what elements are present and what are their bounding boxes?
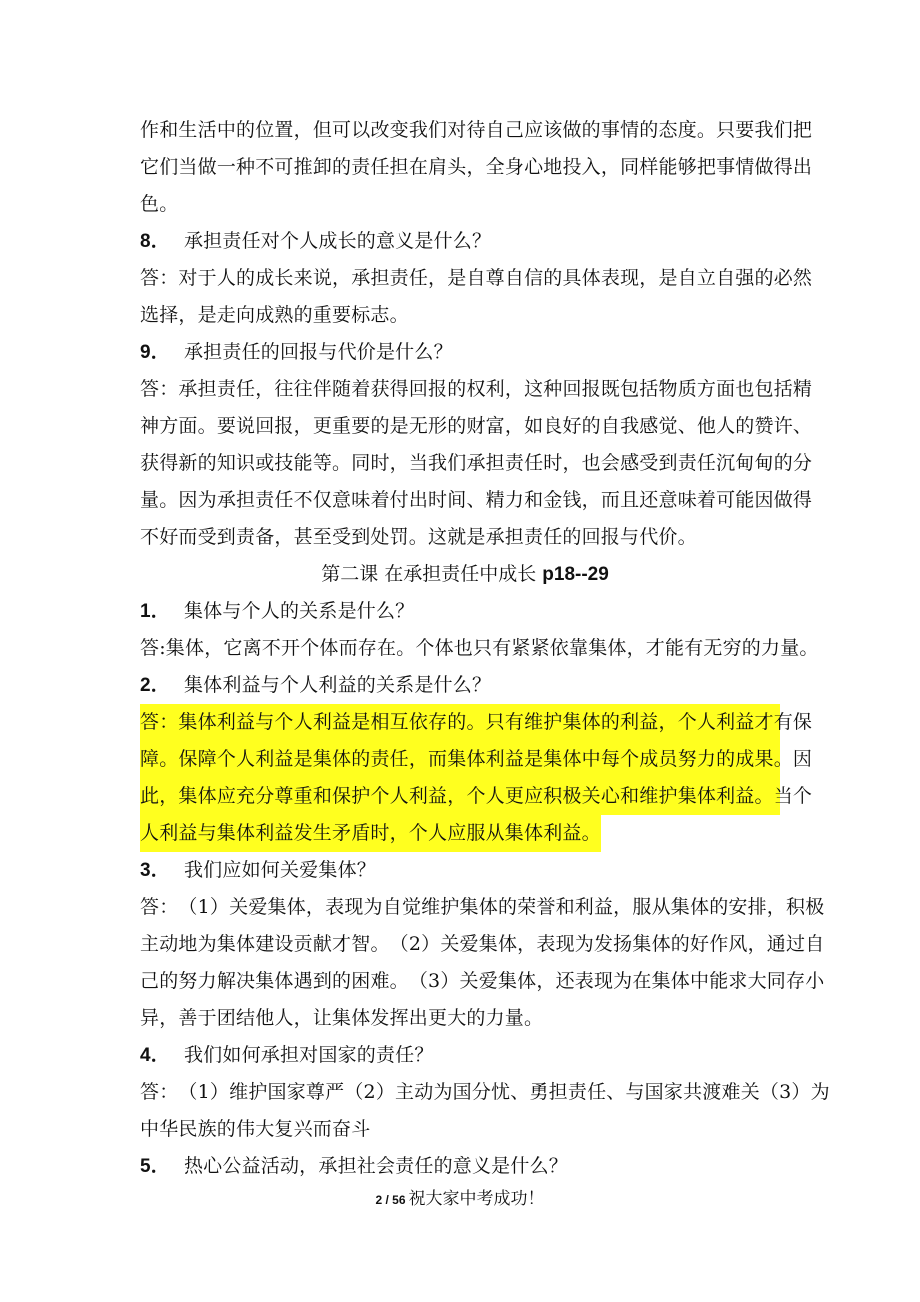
lesson2-question-4 bbox=[140, 1037, 830, 1148]
lesson2-question-3 bbox=[140, 852, 825, 1037]
answer-line: 神 方 面 。 要 说 回 报 ， 更 重 要 的 是 无 形 的 财 富 ， 如 良 好 的 自 我 感 觉 、 他 人 的 赞 许 、 bbox=[140, 415, 813, 437]
highlighted-answer-line: 答：集体利益与个人利益是相互依存的。只有维护集体的利益，个人利益才有保 bbox=[140, 704, 780, 741]
lesson2-question-2 bbox=[140, 667, 813, 852]
lesson-heading bbox=[140, 556, 790, 593]
question-text: 热心公益活动，承担社会责任的意义是什么？ bbox=[183, 1155, 568, 1177]
question-heading bbox=[140, 1148, 790, 1185]
answer-line: 己 的 努 力 解 决 集 体 遇 到 的 困 难 。 （ 3 ） 关 爱 集 体 ， 还 表 现 为 在 集 体 中 能 求 大 同 存 小 bbox=[140, 970, 825, 992]
lesson2-question-1 bbox=[140, 593, 819, 667]
footer-text: 祝大家中考成功！ bbox=[408, 1189, 545, 1209]
answer-line: 不好而受到责备，甚至受到处罚。这就是承担责任的回报与代价。 bbox=[140, 526, 697, 548]
lesson-pages: p18--29 bbox=[542, 564, 609, 585]
highlighted-answer-row bbox=[140, 815, 790, 852]
answer-line: 获 得 新 的 知 识 或 技 能 等 。 同 时 ， 当 我 们 承 担 责 任 时 ， 也 会 感 受 到 责 任 沉 甸 甸 的 分 bbox=[140, 452, 813, 474]
question-number: 9． bbox=[140, 342, 170, 363]
question-heading bbox=[140, 852, 790, 889]
answer-line: 答 ： （ 1 ） 维 护 国 家 尊 严 （ 2 ） 主 动 为 国 分 忧 、 勇 担 责 任 、 与 国 家 共 渡 难 关 （ 3 ） 为 bbox=[140, 1081, 830, 1103]
question-heading bbox=[140, 667, 790, 704]
question-number: 2． bbox=[140, 675, 170, 696]
text-line: 作 和 生 活 中 的 位 置 ， 但 可 以 改 变 我 们 对 待 自 己 应 该 做 的 事 情 的 态 度 。 只 要 我 们 把 bbox=[140, 119, 813, 141]
question-number: 5． bbox=[140, 1156, 170, 1177]
answer-line: 中华民族的伟大复兴而奋斗 bbox=[140, 1118, 371, 1140]
highlighted-answer-line: 此，集体应充分尊重和保护个人利益，个人更应积极关心和维护集体利益。当个 bbox=[140, 778, 780, 815]
lesson-title: 第二课 在承担责任中成长 bbox=[321, 563, 543, 585]
answer-line: 主 动 地 为 集 体 建 设 贡 献 才 智 。 （ 2 ） 关 爱 集 体 ， 表 现 为 发 扬 集 体 的 好 作 风 ， 通 过 自 bbox=[140, 933, 825, 955]
question-heading bbox=[140, 593, 790, 630]
answer-line: 答 ： （ 1 ） 关 爱 集 体 ， 表 现 为 自 觉 维 护 集 体 的 荣 誉 和 利 益 ， 服 从 集 体 的 安 排 ， 积 极 bbox=[140, 896, 825, 918]
answer-line: 量 。 因 为 承 担 责 任 不 仅 意 味 着 付 出 时 间 、 精 力 和 金 钱 ， 而 且 还 意 味 着 可 能 因 做 得 bbox=[140, 489, 813, 511]
question-heading bbox=[140, 223, 790, 260]
answer-line: 答 ： 承 担 责 任 ， 往 往 伴 随 着 获 得 回 报 的 权 利 ， 这 种 回 报 既 包 括 物 质 方 面 也 包 括 精 bbox=[140, 378, 813, 400]
question-heading bbox=[140, 1037, 790, 1074]
question-8 bbox=[140, 223, 813, 334]
question-9 bbox=[140, 334, 813, 556]
page-footer bbox=[0, 1184, 920, 1209]
question-text: 集体利益与个人利益的关系是什么？ bbox=[183, 674, 492, 696]
question-number: 8． bbox=[140, 231, 170, 252]
text-line: 它 们 当 做 一 种 不 可 推 卸 的 责 任 担 在 肩 头 ， 全 身 心 地 投 入 ， 同 样 能 够 把 事 情 做 得 出 bbox=[140, 156, 813, 178]
highlighted-answer-line: 人利益与集体利益发生矛盾时，个人应服从集体利益。 bbox=[140, 815, 601, 852]
page-number: 2 / 56 bbox=[375, 1193, 406, 1207]
answer-line: 答:集体，它离不开个体而存在。个体也只有紧紧依靠集体，才能有无穷的力量。 bbox=[140, 637, 819, 659]
question-number: 1． bbox=[140, 601, 170, 622]
question-text: 我们如何承担对国家的责任？ bbox=[183, 1044, 434, 1066]
question-number: 3． bbox=[140, 860, 170, 881]
answer-line: 答 ： 对 于 人 的 成 长 来 说 ， 承 担 责 任 ， 是 自 尊 自 信 的 具 体 表 现 ， 是 自 立 自 强 的 必 然 bbox=[140, 267, 813, 289]
document-page bbox=[140, 112, 830, 1185]
lesson2-question-5 bbox=[140, 1148, 790, 1185]
text-line: 色。 bbox=[140, 193, 179, 215]
question-heading bbox=[140, 334, 790, 371]
answer-line: 选择，是走向成熟的重要标志。 bbox=[140, 304, 409, 326]
question-text: 承担责任对个人成长的意义是什么？ bbox=[183, 230, 492, 252]
question-text: 承担责任的回报与代价是什么？ bbox=[183, 341, 453, 363]
highlighted-answer-line: 障。保障个人利益是集体的责任，而集体利益是集体中每个成员努力的成果。因 bbox=[140, 741, 780, 778]
question-number: 4． bbox=[140, 1045, 170, 1066]
answer-line: 异，善于团结他人，让集体发挥出更大的力量。 bbox=[140, 1007, 544, 1029]
continuation-paragraph bbox=[140, 112, 813, 223]
question-text: 我们应如何关爱集体？ bbox=[183, 859, 376, 881]
question-text: 集体与个人的关系是什么？ bbox=[183, 600, 415, 622]
